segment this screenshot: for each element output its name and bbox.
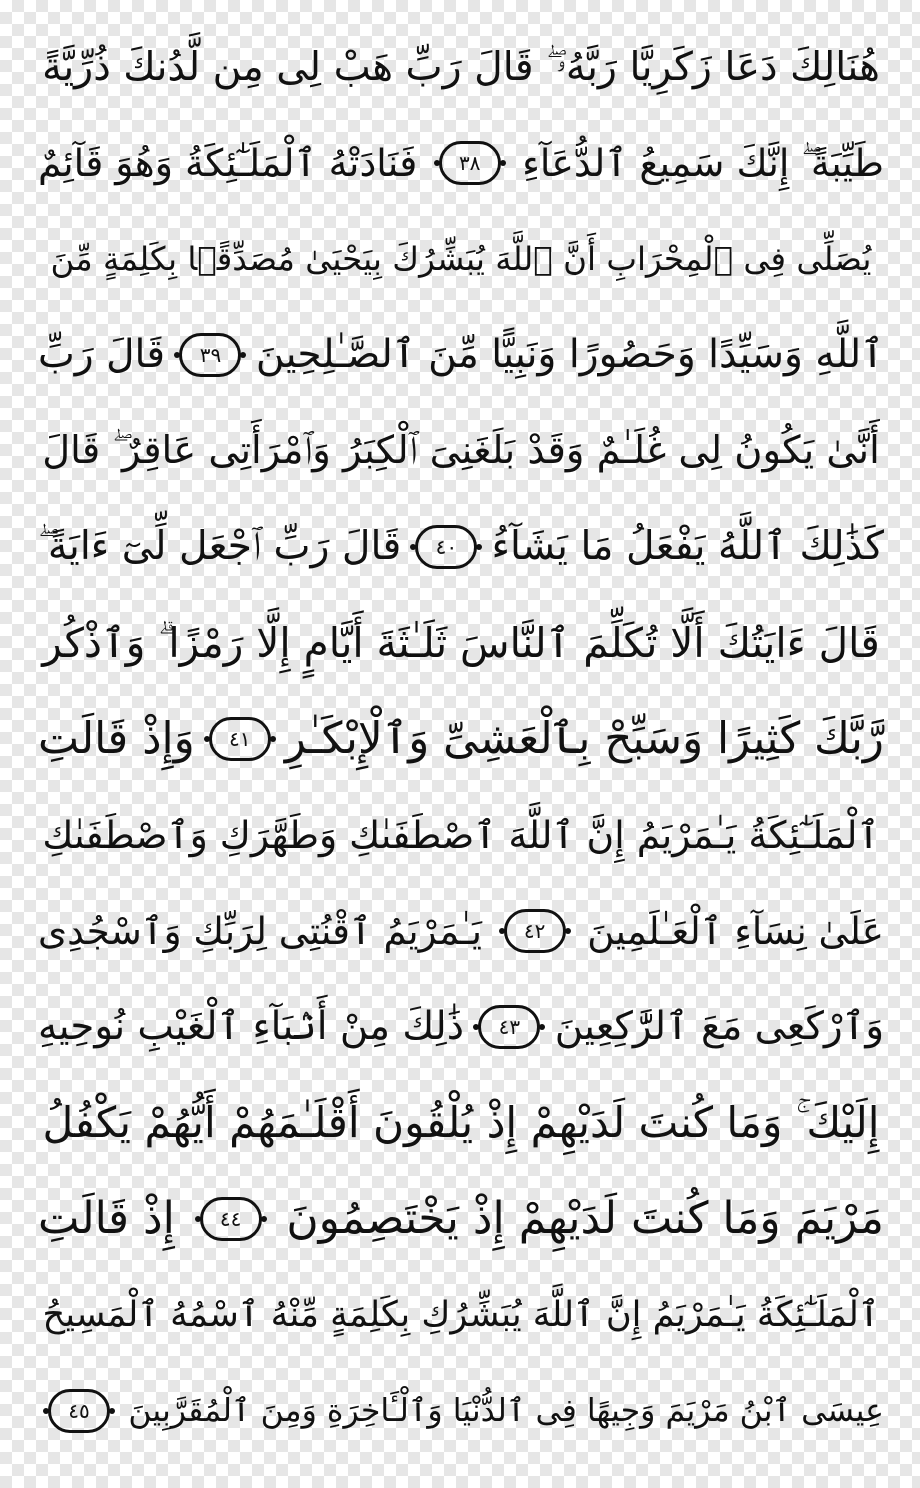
text-line-5 — [38, 406, 884, 496]
text-line-12 — [38, 1078, 884, 1168]
verse-text: أَنَّىٰ يَكُونُ لِى غُلَـٰمٌ وَقَدْ بَلَغَنِىَ ٱلْكِبَرُ وَٱمْرَأَتِى عَاقِرٌ ۖ قَالَ — [42, 428, 880, 473]
verse-text: قَالَ رَبِّ — [38, 332, 166, 377]
text-line-11 — [38, 982, 884, 1072]
verse-number-marker: ٤١ — [209, 717, 271, 761]
verse-text: هُنَالِكَ دَعَا زَكَرِيَّا رَبَّهُۥ ۖ قَالَ رَبِّ هَبْ لِى مِن لَّدُنكَ ذُرِّيَّةً — [42, 44, 880, 90]
text-line-14 — [38, 1270, 884, 1360]
verse-number-marker: ٣٨ — [439, 141, 501, 185]
quran-page — [38, 22, 884, 1466]
verse-text: رَّبَّكَ كَثِيرًا وَسَبِّحْ بِٱلْعَشِىِّ وَٱلْإِبْكَـٰرِ — [284, 714, 884, 764]
verse-text: وَٱرْكَعِى مَعَ ٱلرَّٰكِعِينَ — [554, 1004, 884, 1049]
text-line-4 — [38, 310, 884, 400]
verse-text: قَالَ ءَايَتُكَ أَلَّا تُكَلِّمَ ٱلنَّاسَ ثَلَـٰثَةَ أَيَّامٍ إِلَّا رَمْزًا ۗ وَٱذْكُر — [42, 619, 880, 667]
verse-number-marker: ٤٣ — [478, 1005, 540, 1049]
verse-text: يُصَلِّى فِى ٱلْمِحْرَابِ أَنَّ ٱللَّهَ يُبَشِّرُكَ بِيَحْيَىٰ مُصَدِّقًۢا بِكَلِمَةٍ مِّنَ — [50, 240, 872, 278]
text-line-1 — [38, 22, 884, 112]
text-line-13 — [38, 1174, 884, 1264]
verse-text: إِلَيْكَ ۚ وَمَا كُنتَ لَدَيْهِمْ إِذْ يُلْقُونَ أَقْلَـٰمَهُمْ أَيُّهُمْ يَكْفُلُ — [42, 1098, 880, 1147]
verse-text: كَذَٰلِكَ ٱللَّهُ يَفْعَلُ مَا يَشَآءُ — [491, 524, 884, 569]
verse-number-marker: ٤٥ — [48, 1389, 110, 1433]
text-line-10 — [38, 886, 884, 976]
text-line-3 — [38, 214, 884, 304]
verse-text: عَلَىٰ نِسَآءِ ٱلْعَـٰلَمِينَ — [587, 909, 884, 953]
text-line-6 — [38, 502, 884, 592]
text-line-8 — [38, 694, 884, 784]
verse-text: عِيسَى ٱبْنُ مَرْيَمَ وَجِيهًا فِى ٱلدُّنْيَا وَٱلْـَٔاخِرَةِ وَمِنَ ٱلْمُقَرَّبِينَ — [128, 1393, 884, 1429]
verse-text: مَرْيَمَ وَمَا كُنتَ لَدَيْهِمْ إِذْ يَخْتَصِمُونَ — [286, 1193, 884, 1244]
verse-text: فَنَادَتْهُ ٱلْمَلَـٰٓئِكَةُ وَهُوَ قَآئِمٌ — [38, 141, 418, 185]
text-line-2 — [38, 118, 884, 208]
verse-number-marker: ٤٠ — [415, 525, 477, 569]
verse-text: ٱلْمَلَـٰٓئِكَةُ يَـٰمَرْيَمُ إِنَّ ٱللَّهَ ٱصْطَفَىٰكِ وَطَهَّرَكِ وَٱصْطَفَىٰكِ — [42, 813, 880, 857]
verse-number-marker: ٣٩ — [179, 333, 241, 377]
text-line-9 — [38, 790, 884, 880]
verse-number-marker: ٤٤ — [200, 1197, 262, 1241]
verse-text: إِذْ قَالَتِ — [38, 1193, 175, 1244]
verse-text: طَيِّبَةً ۖ إِنَّكَ سَمِيعُ ٱلدُّعَآءِ — [522, 141, 884, 185]
verse-text: يَـٰمَرْيَمُ ٱقْنُتِى لِرَبِّكِ وَٱسْجُدِى — [38, 909, 482, 953]
verse-text: ذَٰلِكَ مِنْ أَنۢبَآءِ ٱلْغَيْبِ نُوحِيهِ — [38, 1004, 464, 1049]
verse-text: ٱلْمَلَـٰٓئِكَةُ يَـٰمَرْيَمُ إِنَّ ٱللَّهَ يُبَشِّرُكِ بِكَلِمَةٍ مِّنْهُ ٱسْمُهُ ٱلْمَسِيحُ — [42, 1294, 880, 1335]
verse-number-marker: ٤٢ — [504, 909, 566, 953]
text-line-7 — [38, 598, 884, 688]
verse-text: وَإِذْ قَالَتِ — [38, 714, 195, 764]
text-line-15 — [38, 1366, 884, 1456]
verse-text: ٱللَّهِ وَسَيِّدًا وَحَصُورًا وَنَبِيًّا مِّنَ ٱلصَّـٰلِحِينَ — [255, 332, 884, 377]
verse-text: قَالَ رَبِّ ٱجْعَل لِّىٓ ءَايَةً ۖ — [38, 524, 402, 569]
